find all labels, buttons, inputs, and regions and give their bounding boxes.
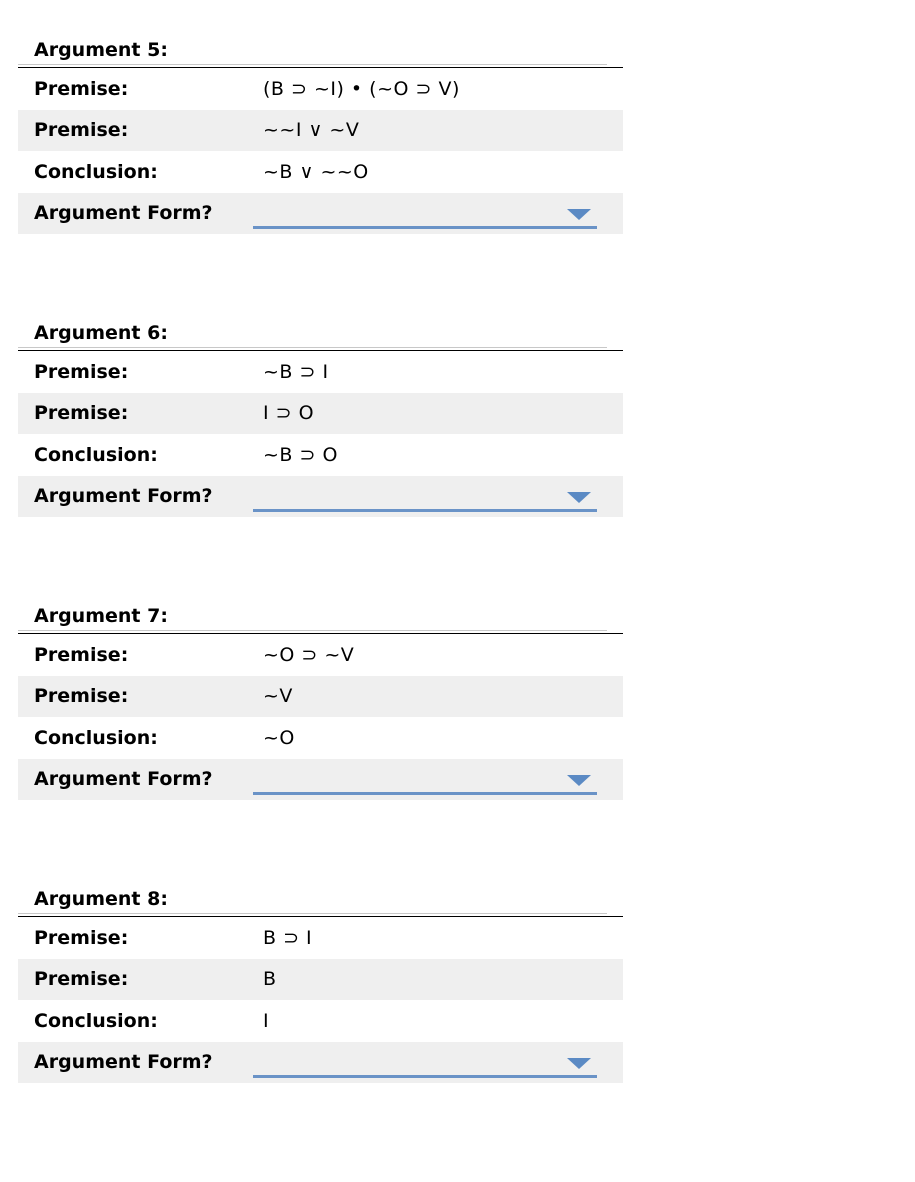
chevron-down-icon[interactable] <box>567 492 591 503</box>
argument-form-label: Argument Form? <box>34 485 213 508</box>
argument-form-dropdown[interactable] <box>253 1050 597 1078</box>
premise-value-2: ~V <box>263 685 293 708</box>
argument-title <box>18 882 623 916</box>
conclusion-value: I <box>263 1009 270 1032</box>
argument-form-dropdown[interactable] <box>253 201 597 229</box>
chevron-down-icon[interactable] <box>567 1058 591 1069</box>
conclusion-label: Conclusion: <box>34 1009 158 1032</box>
argument-title <box>18 599 623 633</box>
premise-row-2 <box>18 676 623 718</box>
premise-value-1: B ⊃ I <box>263 926 313 949</box>
premise-row-1 <box>18 68 623 110</box>
premise-label: Premise: <box>34 119 129 142</box>
premise-row-1 <box>18 917 623 959</box>
premise-row-2 <box>18 393 623 435</box>
argument-form-dropdown[interactable] <box>253 767 597 795</box>
premise-value-1: ~O ⊃ ~V <box>263 643 355 666</box>
argument-form-row <box>18 1042 623 1084</box>
conclusion-value: ~B ∨ ~~O <box>263 160 369 183</box>
premise-row-2 <box>18 959 623 1001</box>
argument-title <box>18 33 623 67</box>
title-divider <box>18 913 607 914</box>
conclusion-row <box>18 717 623 759</box>
argument-form-label: Argument Form? <box>34 1051 213 1074</box>
title-divider <box>18 630 607 631</box>
premise-label: Premise: <box>34 926 129 949</box>
conclusion-label: Conclusion: <box>34 726 158 749</box>
premise-label: Premise: <box>34 77 129 100</box>
title-divider <box>18 64 607 65</box>
argument-form-row <box>18 476 623 518</box>
conclusion-row <box>18 434 623 476</box>
premise-label: Premise: <box>34 685 129 708</box>
argument-title-text: Argument 7: <box>34 605 168 627</box>
argument-5 <box>18 33 623 234</box>
premise-label: Premise: <box>34 402 129 425</box>
conclusion-value: ~O <box>263 726 295 749</box>
argument-form-label: Argument Form? <box>34 768 213 791</box>
argument-form-row <box>18 759 623 801</box>
premise-label: Premise: <box>34 360 129 383</box>
premise-row-2 <box>18 110 623 152</box>
premise-label: Premise: <box>34 968 129 991</box>
premise-value-1: (B ⊃ ~I) • (~O ⊃ V) <box>263 77 460 100</box>
chevron-down-icon[interactable] <box>567 775 591 786</box>
argument-6 <box>18 316 623 517</box>
chevron-down-icon[interactable] <box>567 209 591 220</box>
conclusion-label: Conclusion: <box>34 160 158 183</box>
premise-value-2: ~~I ∨ ~V <box>263 119 360 142</box>
argument-title-text: Argument 8: <box>34 888 168 910</box>
title-divider <box>18 347 607 348</box>
argument-form-dropdown[interactable] <box>253 484 597 512</box>
premise-row-1 <box>18 634 623 676</box>
conclusion-label: Conclusion: <box>34 443 158 466</box>
argument-title <box>18 316 623 350</box>
argument-form-label: Argument Form? <box>34 202 213 225</box>
conclusion-value: ~B ⊃ O <box>263 443 338 466</box>
argument-form-row <box>18 193 623 235</box>
premise-value-2: B <box>263 968 277 991</box>
premise-row-1 <box>18 351 623 393</box>
argument-title-text: Argument 6: <box>34 322 168 344</box>
conclusion-row <box>18 1000 623 1042</box>
premise-value-2: I ⊃ O <box>263 402 315 425</box>
argument-title-text: Argument 5: <box>34 39 168 61</box>
conclusion-row <box>18 151 623 193</box>
argument-7 <box>18 599 623 800</box>
premise-value-1: ~B ⊃ I <box>263 360 329 383</box>
premise-label: Premise: <box>34 643 129 666</box>
argument-8 <box>18 882 623 1083</box>
